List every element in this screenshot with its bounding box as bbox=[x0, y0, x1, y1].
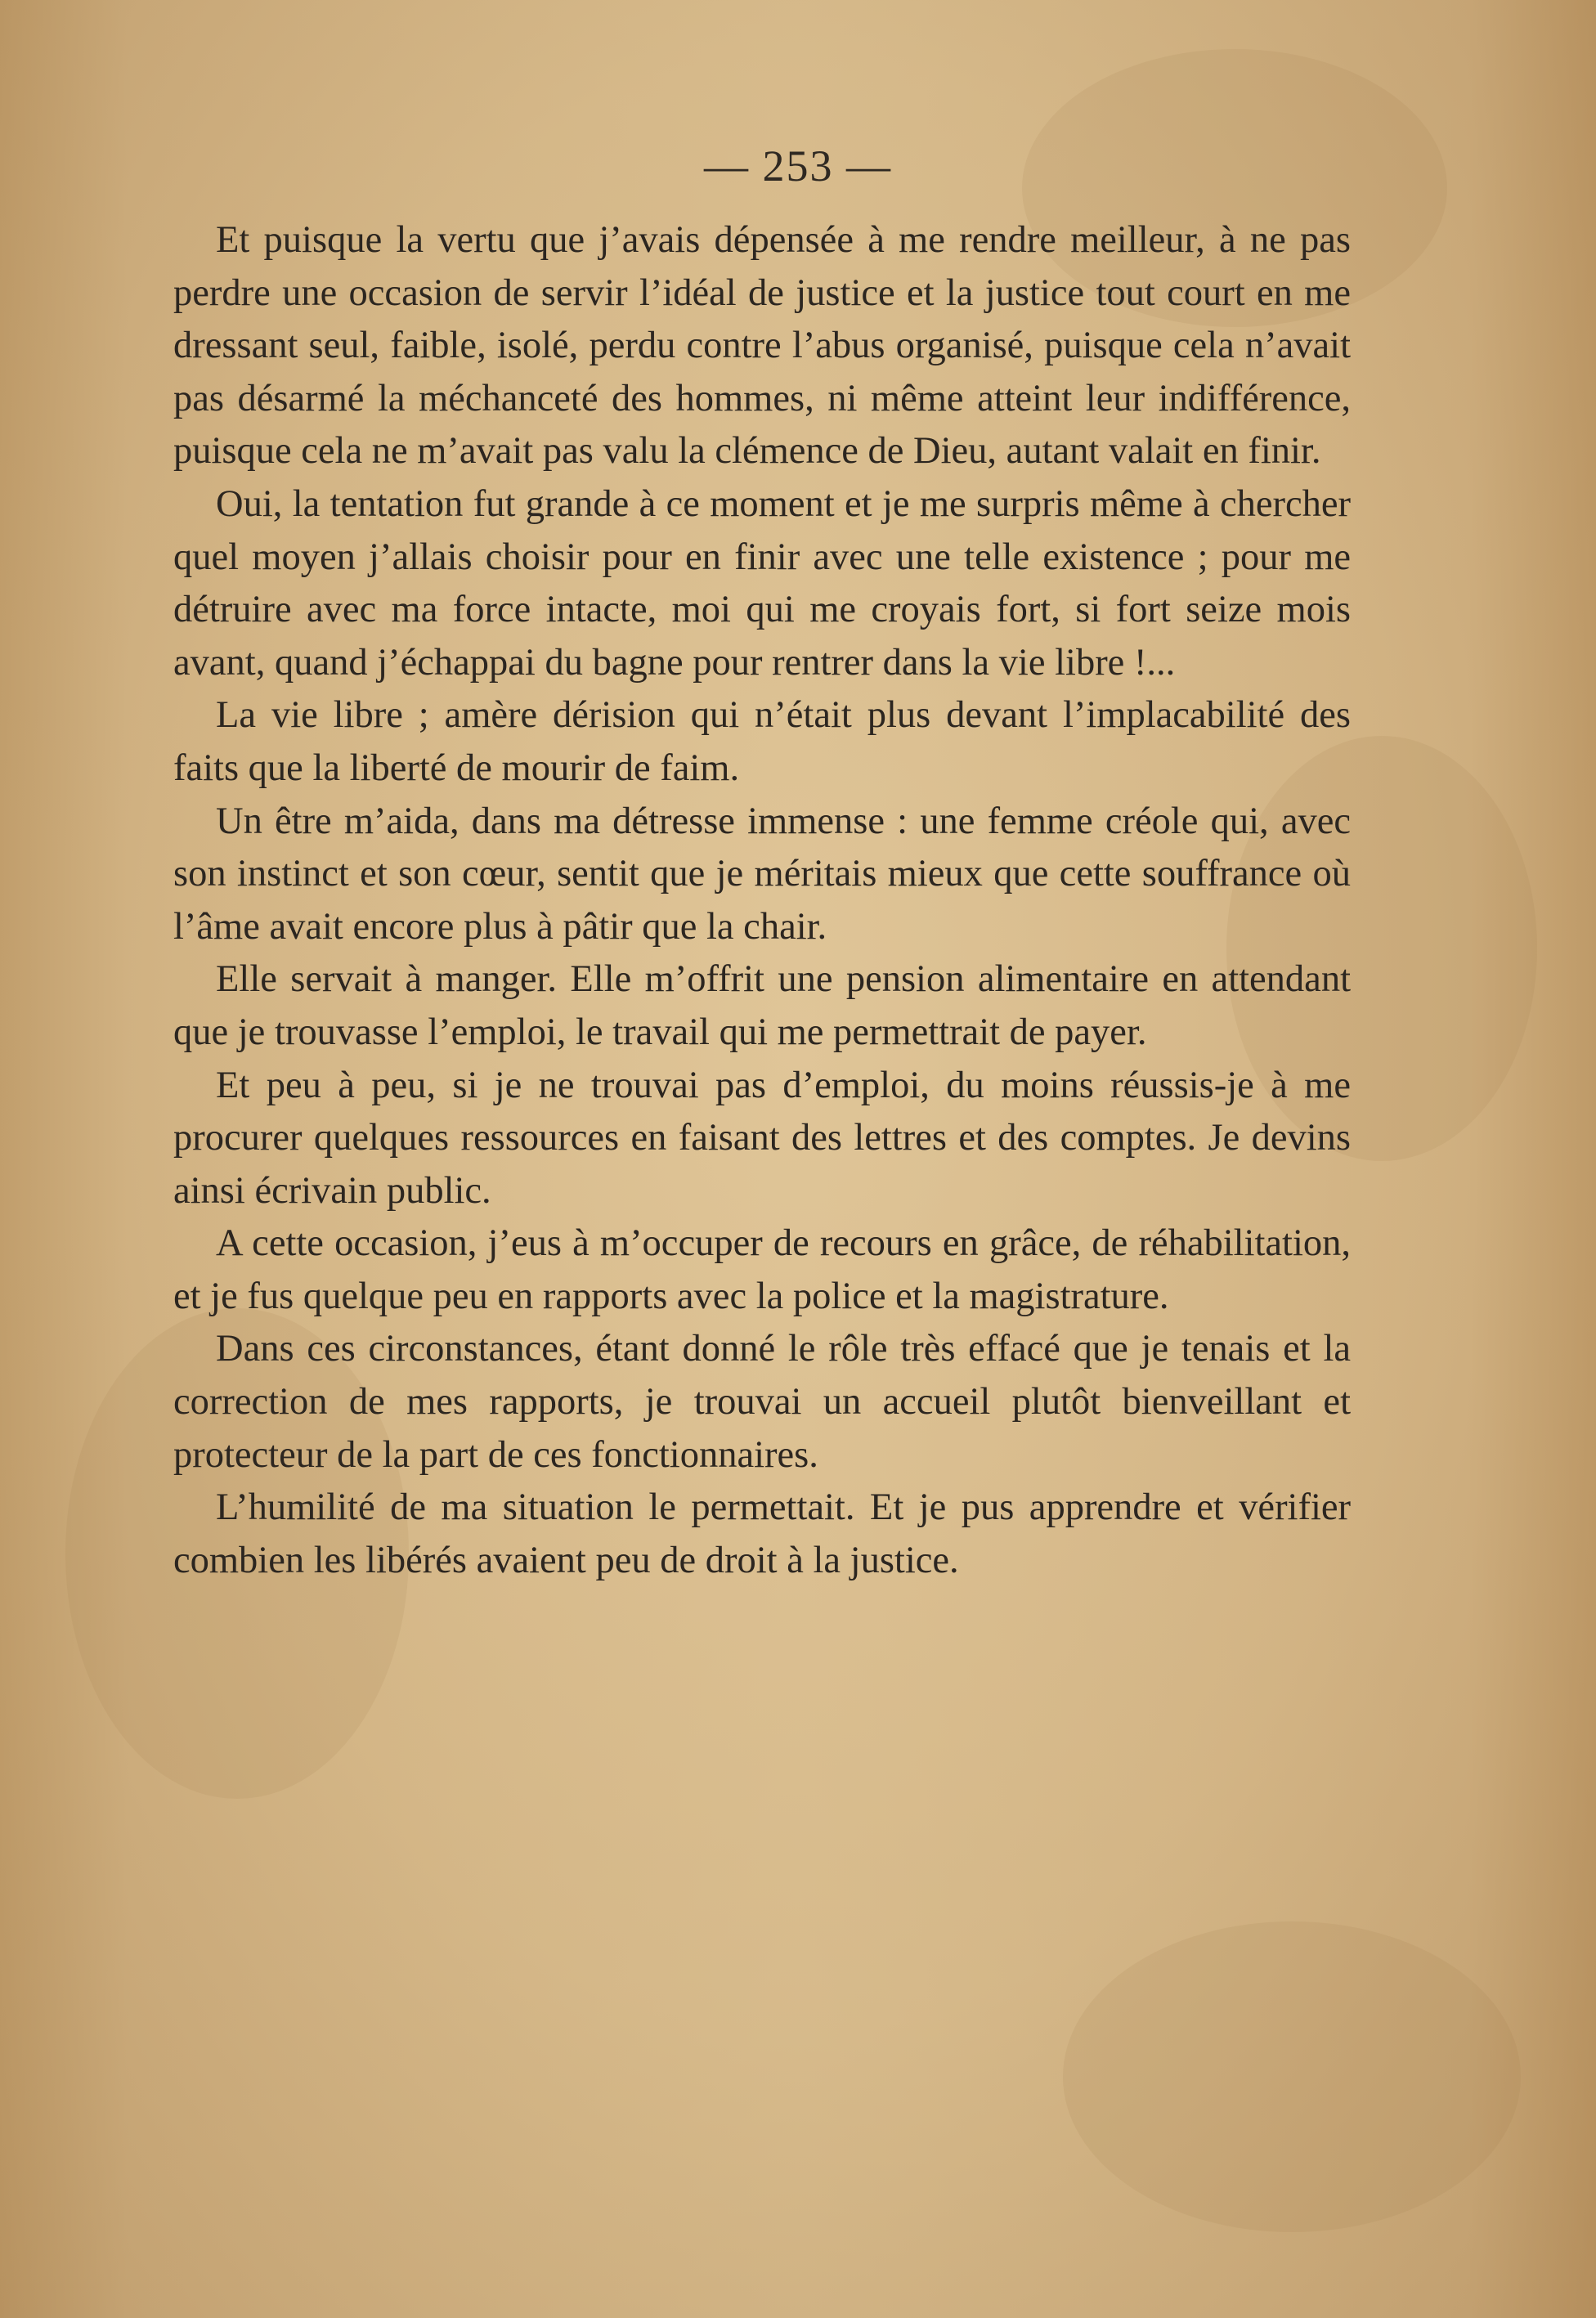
paragraph: Elle servait à manger. Elle m’offrit une pension alimentaire en attendant que je trouvasse l’emploi, le travail qui me permettrait de payer. bbox=[173, 958, 1351, 1053]
paragraph: Dans ces circonstances, étant donné le rôle très effacé que je tenais et la correction de mes rapports, je trouvai un accueil plutôt bienveillant et protecteur de la part de ces fonctionnaires. bbox=[173, 1328, 1351, 1476]
paper-stain bbox=[1063, 1921, 1521, 2232]
page-number: — 253 — bbox=[704, 141, 892, 191]
paragraph: Oui, la tentation fut grande à ce moment et je me surpris même à chercher quel moyen j’allais choisir pour en finir avec une telle existence ; pour me détruire avec ma force intacte, moi qui me croyais fort, si fort seize mois avant, quand j’échappai du bagne pour rentrer dans la vie libre !... bbox=[173, 482, 1351, 684]
paragraph: A cette occasion, j’eus à m’occuper de recours en grâce, de réhabilitation, et je fus quelque peu en rapports avec la police et la magistrature. bbox=[173, 1222, 1351, 1317]
paragraph: La vie libre ; amère dérision qui n’était plus devant l’implacabilité des faits que la liberté de mourir de faim. bbox=[173, 694, 1351, 789]
paragraph: L’humilité de ma situation le permettait. Et je pus apprendre et vérifier combien les libérés avaient peu de droit à la justice. bbox=[173, 1486, 1351, 1581]
paragraph: Et peu à peu, si je ne trouvai pas d’emploi, du moins réussis-je à me procurer quelques ressources en faisant des lettres et des comptes. Je devins ainsi écrivain public. bbox=[173, 1064, 1351, 1212]
paragraph: Et puisque la vertu que j’avais dépensée à me rendre meilleur, à ne pas perdre une occasion de servir l’idéal de justice et la justice tout court en me dressant seul, faible, isolé, perdu contre l’abus organisé, puisque cela n’avait pas désarmé la méchanceté des hommes, ni même atteint leur indifférence, puisque cela ne m’avait pas valu la clémence de Dieu, autant valait en finir. bbox=[173, 219, 1351, 473]
body-text bbox=[173, 214, 1351, 1587]
paragraph: Un être m’aida, dans ma détresse immense : une femme créole qui, avec son instinct et son cœur, sentit que je méritais mieux que cette souffrance où l’âme avait encore plus à pâtir que la chair. bbox=[173, 800, 1351, 948]
